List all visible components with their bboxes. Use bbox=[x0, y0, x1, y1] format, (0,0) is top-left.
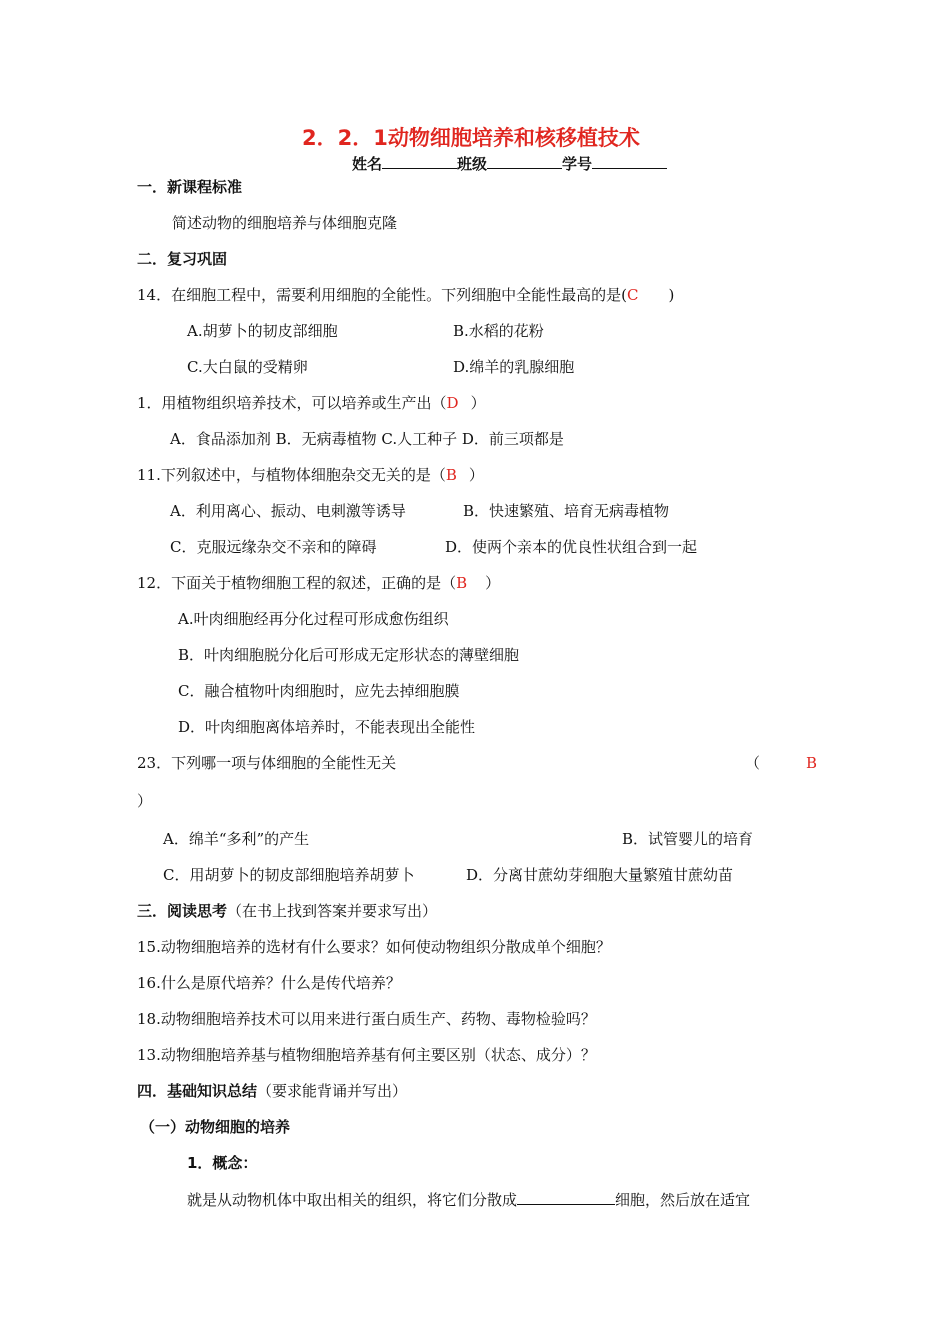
section-heading-reading bbox=[137, 900, 437, 922]
question-1-stem bbox=[137, 392, 486, 414]
option-a: A.胡萝卜的韧皮部细胞 bbox=[187, 322, 338, 340]
option-a: A.叶肉细胞经再分化过程可形成愈伤组织 bbox=[178, 610, 449, 628]
question-12-stem bbox=[137, 572, 500, 594]
question-text: 12．下面关于植物细胞工程的叙述，正确的是（ bbox=[137, 574, 457, 592]
close-paren: ） bbox=[137, 792, 153, 810]
page-title: 2．2．1动物细胞培养和核移植技术 bbox=[302, 126, 640, 150]
close-paren: ） bbox=[470, 394, 486, 412]
section-heading-review: 二．复习巩固 bbox=[137, 250, 228, 268]
question-11-stem bbox=[137, 464, 484, 486]
subsection-heading: （一）动物细胞的培养 bbox=[140, 1118, 291, 1136]
name-blank[interactable] bbox=[382, 152, 457, 169]
reading-question: 16.什么是原代培养？什么是传代培养？ bbox=[137, 974, 401, 992]
question-1-options: A．食品添加剂 B．无病毒植物 C.人工种子 D．前三项都是 bbox=[170, 430, 564, 448]
option-a: A．利用离心、振动、电刺激等诱导 bbox=[170, 502, 406, 520]
concept-text bbox=[187, 1188, 750, 1211]
student-info-row bbox=[352, 152, 667, 175]
close-paren: ) bbox=[668, 286, 675, 304]
heading-note: （要求能背诵并写出） bbox=[257, 1082, 408, 1100]
class-blank[interactable] bbox=[487, 152, 562, 169]
option-d: D.绵羊的乳腺细胞 bbox=[453, 358, 575, 376]
option-c: C．用胡萝卜的韧皮部细胞培养胡萝卜 bbox=[163, 866, 415, 884]
option-a: A．绵羊“多利”的产生 bbox=[163, 830, 310, 848]
section-heading-summary bbox=[137, 1080, 407, 1102]
concept-text-start: 就是从动物机体中取出相关的组织，将它们分散成 bbox=[187, 1191, 518, 1209]
option-d: D．叶肉细胞离体培养时，不能表现出全能性 bbox=[178, 718, 476, 736]
option-c: C．融合植物叶肉细胞时，应先去掉细胞膜 bbox=[178, 682, 460, 700]
reading-question: 15.动物细胞培养的选材有什么要求？如何使动物组织分散成单个细胞？ bbox=[137, 938, 611, 956]
concept-text-end: 细胞，然后放在适宜 bbox=[615, 1191, 751, 1209]
close-paren: ） bbox=[485, 574, 501, 592]
question-text: 1．用植物组织培养技术，可以培养或生产出（ bbox=[137, 394, 447, 412]
standards-text: 简述动物的细胞培养与体细胞克隆 bbox=[172, 214, 398, 232]
option-b: B．叶肉细胞脱分化后可形成无定形状态的薄壁细胞 bbox=[178, 646, 520, 664]
heading-note: （在书上找到答案并要求写出） bbox=[227, 902, 438, 920]
answer-mark: D bbox=[446, 394, 459, 412]
number-blank[interactable] bbox=[592, 152, 667, 169]
heading-text: 四．基础知识总结 bbox=[137, 1082, 258, 1100]
question-23-stem: 23．下列哪一项与体细胞的全能性无关 bbox=[137, 754, 397, 772]
answer-mark: B bbox=[445, 466, 457, 484]
answer-mark: B bbox=[806, 754, 818, 772]
fill-in-blank[interactable] bbox=[517, 1188, 615, 1205]
answer-mark: C bbox=[626, 286, 639, 304]
reading-question: 13.动物细胞培养基与植物细胞培养基有何主要区别（状态、成分）？ bbox=[137, 1046, 596, 1064]
heading-text: 三．阅读思考 bbox=[137, 902, 228, 920]
question-text: 14．在细胞工程中，需要利用细胞的全能性。下列细胞中全能性最高的是( bbox=[137, 286, 627, 304]
option-b: B.水稻的花粉 bbox=[453, 322, 544, 340]
option-c: C.大白鼠的受精卵 bbox=[187, 358, 308, 376]
option-b: B．试管婴儿的培育 bbox=[622, 830, 754, 848]
concept-label: 1．概念： bbox=[187, 1154, 258, 1172]
close-paren: ） bbox=[468, 466, 484, 484]
option-c: C．克服远缘杂交不亲和的障碍 bbox=[170, 538, 377, 556]
question-14-stem bbox=[137, 284, 674, 306]
number-label: 学号 bbox=[562, 155, 593, 173]
reading-question: 18.动物细胞培养技术可以用来进行蛋白质生产、药物、毒物检验吗？ bbox=[137, 1010, 596, 1028]
question-text: 11.下列叙述中，与植物体细胞杂交无关的是（ bbox=[137, 466, 446, 484]
option-d: D．使两个亲本的优良性状组合到一起 bbox=[445, 538, 698, 556]
option-b: B．快速繁殖、培育无病毒植物 bbox=[463, 502, 670, 520]
class-label: 班级 bbox=[457, 155, 488, 173]
answer-mark: B bbox=[456, 574, 468, 592]
name-label: 姓名 bbox=[352, 155, 383, 173]
section-heading-standards: 一．新课程标准 bbox=[137, 178, 243, 196]
option-d: D．分离甘蔗幼芽细胞大量繁殖甘蔗幼苗 bbox=[466, 866, 734, 884]
open-paren: （ bbox=[745, 754, 761, 772]
